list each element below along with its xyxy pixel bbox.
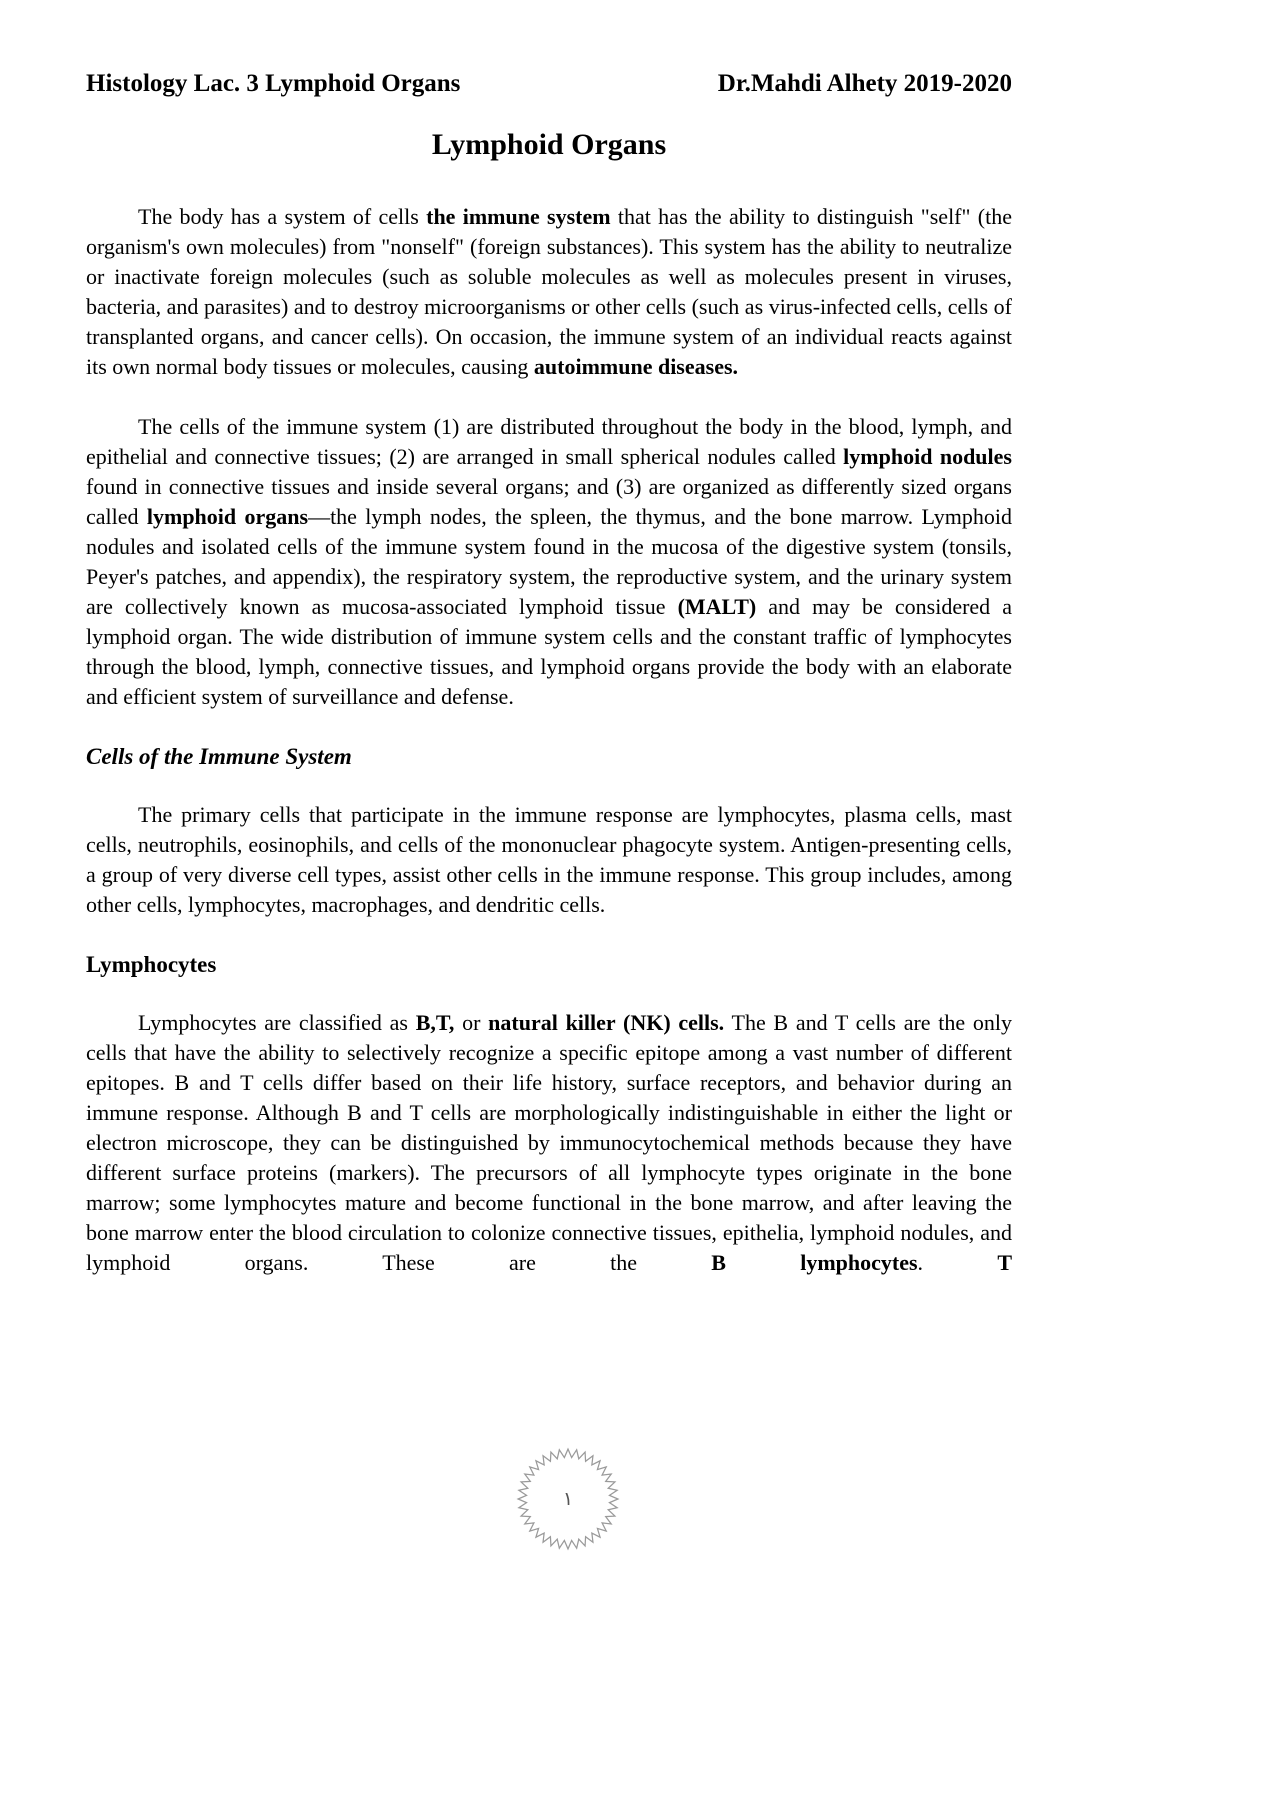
bold-text-run: T: [997, 1250, 1012, 1275]
text-run: The primary cells that participate in the immune response are lymphocytes, plasma cells, mast cells, neutrophils, eosinophils, and cells of the mononuclear phagocyte system. Antigen-presenting cells, a group of very diverse cell types, assist other cells in the immune response. This group includes, among other cells, lymphocytes, macrophages, and dendritic cells.: [86, 802, 1012, 917]
section-heading: Cells of the Immune System: [86, 744, 352, 769]
paragraph: [86, 1008, 1012, 1278]
header-course-title: Histology Lac. 3 Lymphoid Organs: [86, 70, 461, 97]
text-run: The cells of the immune system (1) are distributed throughout the body in the blood, lymph, and epithelial and connective tissues; (2) are arranged in small spherical nodules called: [86, 414, 1012, 469]
bold-text-run: the immune system: [426, 204, 611, 229]
section-heading: Lymphocytes: [86, 952, 217, 977]
text-run: The body has a system of cells: [138, 204, 427, 229]
document-body: [86, 202, 1012, 1278]
bold-text-run: B,T,: [415, 1010, 455, 1035]
text-run: found in connective tissues and inside several organs; and (3) are organized as differently sized organs called: [86, 474, 1012, 529]
bold-text-run: natural killer (NK) cells.: [488, 1010, 725, 1035]
paragraph: [86, 412, 1012, 712]
page-number: ١: [562, 1488, 574, 1510]
bold-text-run: lymphoid nodules: [843, 444, 1012, 469]
bold-text-run: autoimmune diseases.: [533, 354, 739, 379]
text-run: .: [917, 1250, 998, 1275]
text-run: that has the ability to distinguish "self" (the organism's own molecules) from "nonself" (foreign substances). This system has the ability to neutralize or inactivate foreign molecules (such as soluble molecules as well as molecules present in viruses, bacteria, and parasites) and to destroy microorganisms or other cells (such as virus-infected cells, cells of transplanted organs, and cancer cells). On occasion, the immune system of an individual reacts against its own normal body tissues or molecules, causing: [86, 204, 1012, 379]
text-run: —the lymph nodes, the spleen, the thymus, and the bone marrow. Lymphoid nodules and isolated cells of the immune system found in the mucosa of the digestive system (tonsils, Peyer's patches, and appendix), the respiratory system, the reproductive system, and the urinary system are collectively known as mucosa-associated lymphoid tissue: [86, 504, 1012, 619]
document-title: Lymphoid Organs: [431, 128, 667, 161]
text-run: The B and T cells are the only cells that have the ability to selectively recognize a specific epitope among a vast number of different epitopes. B and T cells differ based on their life history, surface receptors, and behavior during an immune response. Although B and T cells are morphologically indistinguishable in either the light or electron microscope, they can be distinguished by immunocytochemical methods because they have different surface proteins (markers). The precursors of all lymphocyte types originate in the bone marrow; some lymphocytes mature and become functional in the bone marrow, and after leaving the bone marrow enter the blood circulation to colonize connective tissues, epithelia, lymphoid nodules, and lymphoid organs. These are the: [86, 1010, 1012, 1275]
text-run: Lymphocytes are classified as: [138, 1010, 416, 1035]
paragraph: [86, 800, 1012, 920]
page-header: [86, 70, 1012, 98]
header-author-year: Dr.Mahdi Alhety 2019-2020: [717, 70, 1012, 97]
text-run: and may be considered a lymphoid organ. The wide distribution of immune system cells and the constant traffic of lymphocytes through the blood, lymph, connective tissues, and lymphoid organs provide the body with an elaborate and efficient system of surveillance and defense.: [86, 594, 1013, 709]
bold-text-run: B lymphocytes: [711, 1250, 918, 1275]
bold-text-run: (MALT): [677, 594, 757, 619]
paragraph: [86, 202, 1012, 382]
bold-text-run: lymphoid organs: [146, 504, 309, 529]
page-number-seal: [516, 1447, 620, 1551]
text-run: or: [454, 1010, 489, 1035]
